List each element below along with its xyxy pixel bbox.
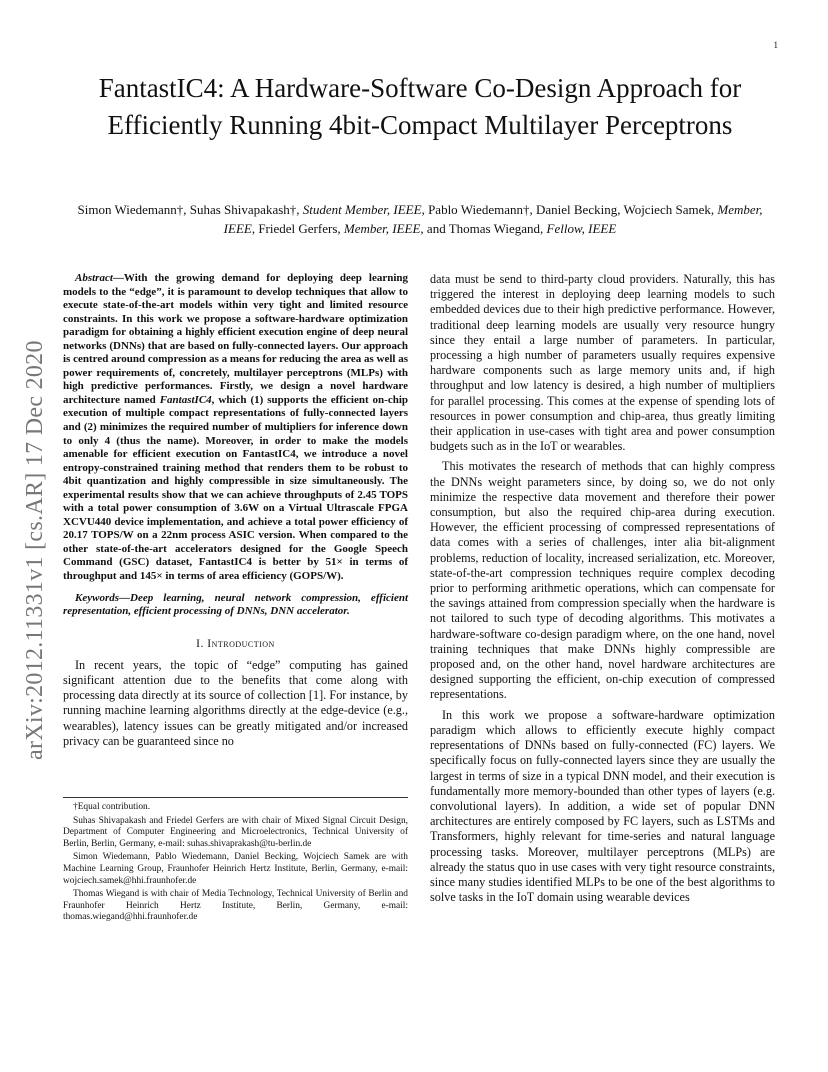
author-role-1: Student Member, IEEE (302, 202, 422, 217)
section-numeral: I. (196, 637, 204, 650)
author-role-3: Member, IEEE (343, 221, 421, 236)
body-paragraph: data must be send to third-party cloud providers. Naturally, this has triggered the interest in deploying deep learning models to such embedded devices due to their high predictive performance. However, traditional deep learning models are usually very resource hungry since they entail a large number of parameters. In particular, processing a high number of parameters usually requires expensive hardware components such as large memory units and, if high throughput and low latency is desired, a high number of multipliers for parallel processing. This comes at the expense of spending lots of resources in power consumption and chip-area, thus greatly limiting their application in use-cases with tight area and power consumption budgets such as in the IoT or wearables. (430, 272, 775, 454)
author-group-2: , Pablo Wiedemann†, Daniel Becking, Wojciech Samek, (421, 202, 715, 217)
body-paragraph: In this work we propose a software-hardware optimization paradigm which allows to efficiently execute highly compact representations of DNNs based on fully-connected (FC) layers. We specifically focus on fully-connected layers since they are usually the largest in terms of size in a typical DNN model, and their execution is fundamentally more memory-bounded than other types of layers (e.g. convolutional layers). In addition, a wide set of popular DNN architectures are entirely composed by FC layers, such as LSTMs and Transformers, highly relevant for time-series and natural language processing tasks. Moreover, multilayer perceptrons (MLPs) are already the status quo in use cases with very tight resource constraints, since many studies identified MLPs to be one of the best algorithms to solve tasks in the IoT domain using wearable devices (430, 707, 775, 905)
footnote-equal-contribution: †Equal contribution. (73, 802, 151, 812)
section-name: Introduction (207, 637, 275, 650)
footnote-affiliation-1: Suhas Shivapakash and Friedel Gerfers are with chair of Mixed Signal Circuit Design, Department of Computer Engineering and Microelectronics, Technical University of Berlin, Berlin, Germany, e-mail: suhas.shivaprakash@tu-berlin.de (63, 815, 408, 849)
abstract (63, 272, 408, 584)
author-list (62, 200, 778, 238)
abstract-lead: Abstract (75, 272, 113, 284)
author-group-3: , Friedel Gerfers, (251, 221, 341, 236)
page-number: 1 (773, 40, 778, 50)
paper-title: FantastIC4: A Hardware-Software Co-Design Approach for Efficiently Running 4bit-Compact Multilayer Perceptrons (98, 73, 742, 140)
keywords: Keywords—Deep learning, neural network compression, efficient representation, efficient processing of DNNs, DNN accelerator. (63, 591, 408, 618)
right-column (430, 272, 775, 905)
left-column (63, 272, 408, 749)
abstract-text-2: , which (1) supports the efficient on-chip execution of multiple compact representations of fully-connected layers and (2) minimizes the required number of multipliers for inference down to only 4 (thus the name). Moreover, in order to make the models amenable for efficient execution on FantastIC4, we introduce a novel entropy-constrained training method that renders them to be robust to 4bit quantization and highly compressible in size simultaneously. The experimental results show that we can achieve throughputs of 2.45 TOPS with a total power consumption of 3.6W on a Virtual Ultrascale FPGA XCVU440 device implementation, and achieve a total power efficiency of 20.17 TOPS/W on a 22nm process ASIC version. When compared to the other state-of-the-art accelerators designed for the Google Speech Command (GSC) dataset, FantastIC4 is better by 51× in terms of throughput and 145× in terms of area efficiency (GOPS/W). (63, 393, 409, 583)
footnotes (63, 797, 408, 926)
body-paragraph: This motivates the research of methods that can highly compress the DNNs weight parameters since, by doing so, we do not only minimize the respective data movement and therefore their power consumption, but also the required chip-area during execution. However, the efficient processing of compressed representations of data comes with a series of challenges, inter alia bit-alignment problems, reduction of locality, increased serialization, etc. Moreover, state-of-the-art compression techniques require complex decoding prior to performing arithmetic operations, which can compensate for the savings attained from compression specially when the hardware is not tailored to such type of decoding algorithms. This motivates a hardware-software co-design paradigm where, on the one hand, novel training techniques that make DNNs highly compressible are proposed and, on the other hand, novel hardware architectures are designed supporting the efficient, on-chip execution of compressed representations. (430, 459, 775, 702)
author-role-4: Fellow, IEEE (546, 221, 617, 236)
author-group-1: Simon Wiedemann†, Suhas Shivapakash†, (77, 202, 300, 217)
intro-paragraph: In recent years, the topic of “edge” computing has gained significant attention due to the benefits that come along with processing data directly at its source of collection [1]. For instance, by running machine learning algorithms directly at the edge-device (e.g., wearables), latency issues can be greatly mitigated and/or increased privacy can be guaranteed since no (63, 657, 408, 748)
arxiv-stamp: arXiv:2012.11331v1 [cs.AR] 17 Dec 2020 (22, 340, 48, 760)
footnote-affiliation-2: Simon Wiedemann, Pablo Wiedemann, Daniel Becking, Wojciech Samek are with Machine Learning Group, Fraunhofer Heinrich Hertz Institute, Berlin, Germany, e-mail: wojciech.samek@hhi.fraunhofer.de (63, 852, 408, 886)
author-group-4: , and Thomas Wiegand, (420, 221, 544, 236)
abstract-text-1: —With the growing demand for deploying deep learning models to the “edge”, it is paramount to develop techniques that allow to execute state-of-the-art models within very tight and limited resource constraints. In this work we propose a software-hardware optimization paradigm for obtaining a highly efficient execution engine of deep neural networks (DNNs) that are based on fully-connected layers. Our approach is centred around compression as a means for reducing the area as well as power requirements of, concretely, multilayer perceptrons (MLPs) with high predictive performances. Firstly, we design a novel hardware architecture named (63, 272, 408, 406)
footnote-affiliation-3: Thomas Wiegand is with chair of Media Technology, Technical University of Berlin and Fraunhofer Heinrich Hertz Institute, Berlin, Germany, e-mail: thomas.wiegand@hhi.fraunhofer.de (63, 889, 408, 923)
author-role-2: Member, IEEE (223, 202, 763, 236)
abstract-architecture-name: FantastIC4 (159, 393, 212, 406)
section-heading-introduction (63, 637, 408, 652)
